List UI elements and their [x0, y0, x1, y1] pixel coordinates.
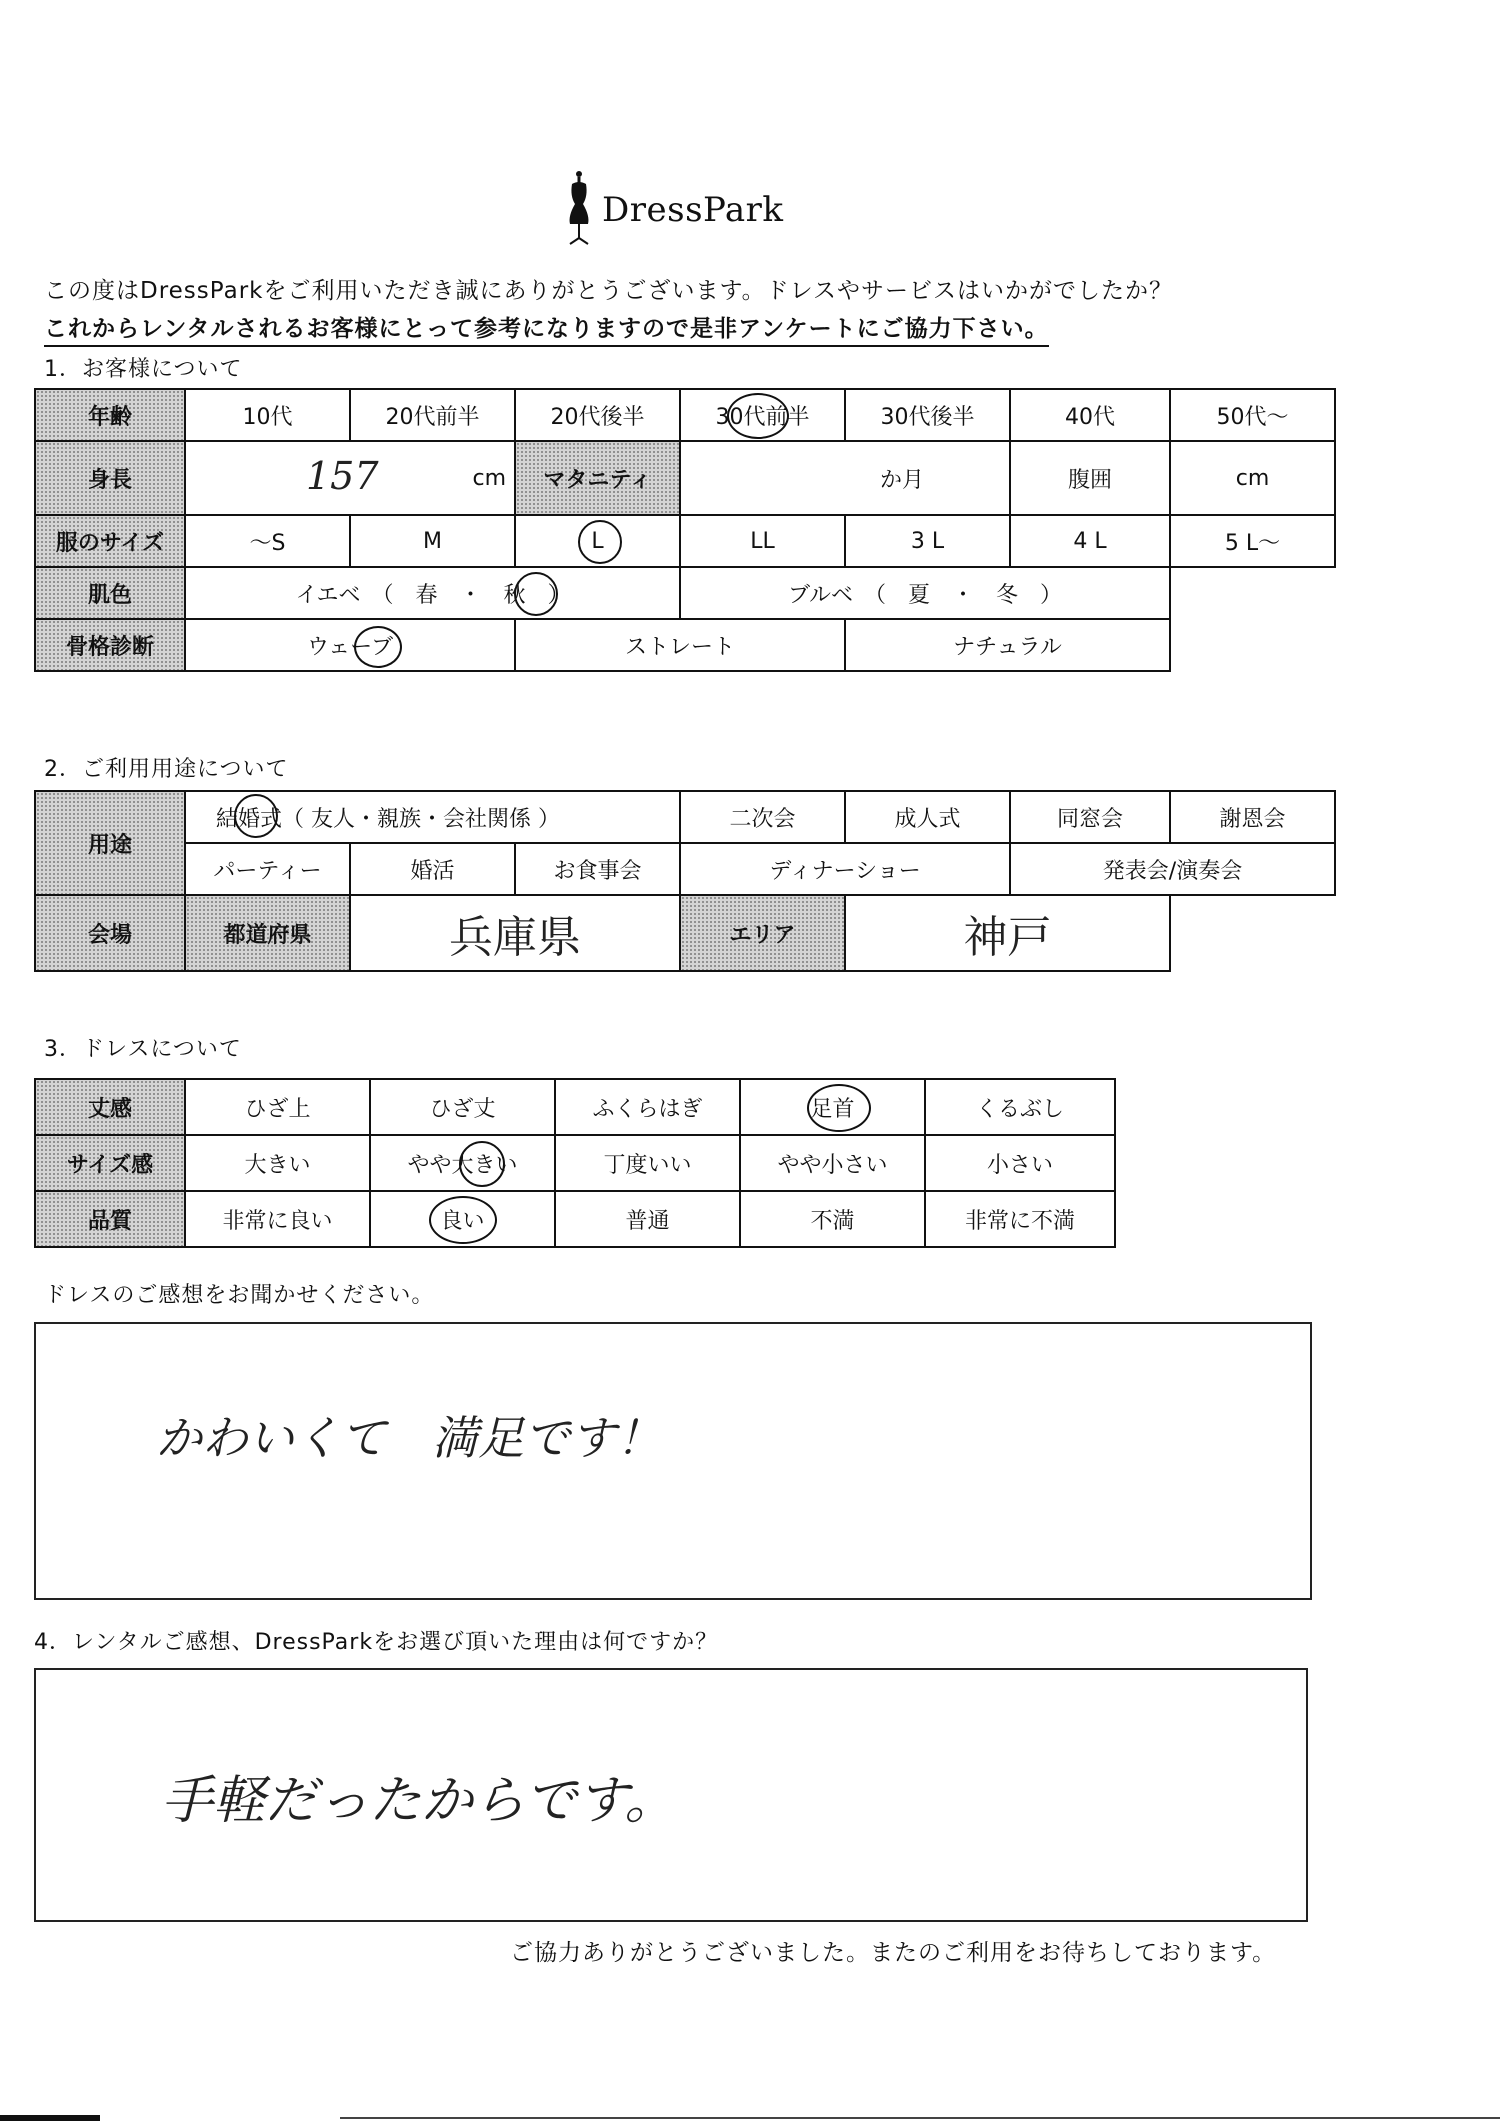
use-option[interactable]: 成人式 — [845, 791, 1010, 843]
closing-message: ご協力ありがとうございました。またのご利用をお待ちしております。 — [510, 1940, 1277, 1966]
quality-option[interactable]: 普通 — [555, 1191, 740, 1247]
prefecture-header: 都道府県 — [185, 895, 350, 971]
use-option[interactable]: 二次会 — [680, 791, 845, 843]
size-option[interactable]: 4 L — [1010, 515, 1170, 567]
section-2-title: 2．ご利用用途について — [44, 757, 289, 782]
area-header: エリア — [680, 895, 845, 971]
length-header: 丈感 — [35, 1079, 185, 1135]
scan-artifact — [340, 2117, 1500, 2119]
empty-cell — [1170, 619, 1335, 671]
size-option-label: L — [591, 528, 604, 554]
prefecture-field[interactable] — [350, 895, 680, 971]
height-header: 身長 — [35, 441, 185, 515]
length-option[interactable]: ひざ上 — [185, 1079, 370, 1135]
age-option[interactable]: 20代後半 — [515, 389, 680, 441]
impression-prompt: ドレスのご感想をお聞かせください。 — [44, 1283, 435, 1308]
reason-box[interactable] — [34, 1668, 1308, 1922]
quality-option-selected[interactable] — [370, 1191, 555, 1247]
selection-circle — [459, 1141, 505, 1187]
selection-circle — [514, 572, 558, 616]
bone-header: 骨格診断 — [35, 619, 185, 671]
length-option[interactable]: ふくらはぎ — [555, 1079, 740, 1135]
height-field[interactable] — [185, 441, 515, 515]
dress-form-icon — [564, 168, 594, 248]
area-field[interactable] — [845, 895, 1170, 971]
length-option-label: 足首 — [810, 1096, 855, 1122]
area-value: 神戸 — [963, 912, 1052, 963]
use-option[interactable]: 謝恩会 — [1170, 791, 1335, 843]
use-option[interactable]: 婚活 — [350, 843, 515, 895]
use-option[interactable]: 発表会/演奏会 — [1010, 843, 1335, 895]
section-3-title: 3．ドレスについて — [44, 1037, 242, 1062]
wedding-label: 結婚式（ 友人・親族・会社関係 ） — [216, 806, 560, 832]
age-option-label: 30代前半 — [715, 404, 810, 430]
size-header: 服のサイズ — [35, 515, 185, 567]
size-option[interactable]: M — [350, 515, 515, 567]
quality-option[interactable]: 不満 — [740, 1191, 925, 1247]
use-option[interactable]: パーティー — [185, 843, 350, 895]
fit-option[interactable]: 小さい — [925, 1135, 1115, 1191]
quality-option[interactable]: 非常に不満 — [925, 1191, 1115, 1247]
height-unit: cm — [472, 465, 506, 491]
age-option[interactable]: 30代後半 — [845, 389, 1010, 441]
waist-header: 腹囲 — [1010, 441, 1170, 515]
use-header: 用途 — [35, 791, 185, 895]
bone-option-selected[interactable] — [185, 619, 515, 671]
customer-table — [34, 388, 1336, 672]
impression-box[interactable] — [34, 1322, 1312, 1600]
fit-option-selected[interactable] — [370, 1135, 555, 1191]
fit-header: サイズ感 — [35, 1135, 185, 1191]
height-value: 157 — [306, 454, 379, 498]
age-option[interactable]: 50代～ — [1170, 389, 1335, 441]
length-option[interactable]: くるぶし — [925, 1079, 1115, 1135]
maternity-months-field[interactable]: か月 — [680, 441, 1010, 515]
fit-option[interactable]: 丁度いい — [555, 1135, 740, 1191]
empty-cell — [1170, 895, 1335, 971]
size-option[interactable]: 5 L～ — [1170, 515, 1335, 567]
bone-option-label: ウェーブ — [306, 634, 394, 660]
yellow-base-label: イエベ （ 春 ・ 秋 ） — [295, 582, 570, 608]
use-option[interactable]: ディナーショー — [680, 843, 1010, 895]
age-header: 年齢 — [35, 389, 185, 441]
fit-option[interactable]: 大きい — [185, 1135, 370, 1191]
dresspark-logo — [560, 168, 820, 258]
dress-table — [34, 1078, 1116, 1248]
intro-text: この度はDressParkをご利用いただき誠にありがとうございます。ドレスやサービスはいかがでしたか？ — [44, 278, 1173, 304]
bone-option[interactable]: ナチュラル — [845, 619, 1170, 671]
bone-option[interactable]: ストレート — [515, 619, 845, 671]
section-4-title: 4．レンタルご感想、DressParkをお選び頂いた理由は何ですか？ — [34, 1630, 719, 1655]
age-option[interactable]: 20代前半 — [350, 389, 515, 441]
yellow-base-option[interactable] — [185, 567, 680, 619]
age-option[interactable]: 40代 — [1010, 389, 1170, 441]
selection-circle — [429, 1196, 497, 1244]
wedding-option-selected[interactable] — [185, 791, 680, 843]
selection-circle — [727, 393, 789, 439]
usage-table — [34, 790, 1336, 972]
quality-option-label: 良い — [440, 1208, 485, 1234]
skin-header: 肌色 — [35, 567, 185, 619]
selection-circle — [354, 626, 402, 668]
prefecture-value: 兵庫県 — [449, 912, 581, 963]
empty-cell — [1170, 567, 1335, 619]
maternity-header: マタニティ — [515, 441, 680, 515]
venue-header: 会場 — [35, 895, 185, 971]
use-option[interactable]: 同窓会 — [1010, 791, 1170, 843]
impression-answer: かわいくて 満足です！ — [156, 1411, 662, 1465]
waist-unit[interactable]: cm — [1170, 441, 1335, 515]
size-option[interactable]: LL — [680, 515, 845, 567]
age-option-selected[interactable] — [680, 389, 845, 441]
age-option[interactable]: 10代 — [185, 389, 350, 441]
selection-circle — [234, 794, 278, 838]
size-option[interactable]: 3 L — [845, 515, 1010, 567]
selection-circle — [578, 520, 622, 564]
fit-option-label: やや大きい — [407, 1152, 518, 1178]
reason-answer: 手軽だったからです。 — [161, 1771, 677, 1831]
fit-option[interactable]: やや小さい — [740, 1135, 925, 1191]
intro-request: これからレンタルされるお客様にとって参考になりますので是非アンケートにご協力下さい。 — [44, 310, 1049, 347]
length-option-selected[interactable] — [740, 1079, 925, 1135]
selection-circle — [807, 1084, 871, 1132]
use-option[interactable]: お食事会 — [515, 843, 680, 895]
brand-name: DressPark — [602, 190, 784, 230]
length-option[interactable]: ひざ丈 — [370, 1079, 555, 1135]
scan-artifact — [0, 2115, 100, 2121]
quality-header: 品質 — [35, 1191, 185, 1247]
blue-base-option[interactable]: ブルベ （ 夏 ・ 冬 ） — [680, 567, 1170, 619]
section-1-title: 1．お客様について — [44, 357, 243, 382]
size-option[interactable]: ～S — [185, 515, 350, 567]
size-option-selected[interactable] — [515, 515, 680, 567]
quality-option[interactable]: 非常に良い — [185, 1191, 370, 1247]
